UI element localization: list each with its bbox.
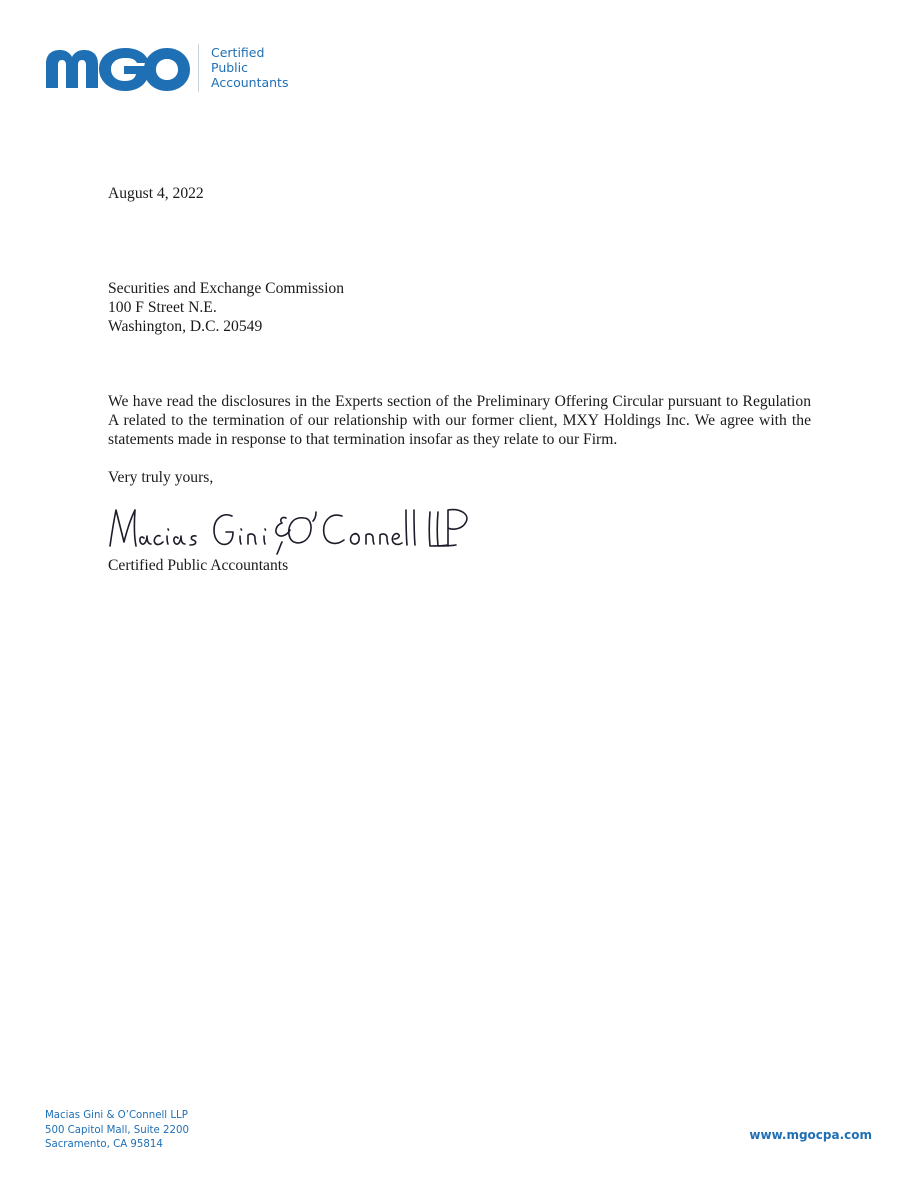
letter-body: We have read the disclosures in the Experts section of the Preliminary Offering Circular pursuant to Regulation A related to the termination of our relationship with our former client, MXY Holdings Inc. We agree with the statements made in response to that termination insofar as they relate to our Firm. bbox=[108, 393, 811, 448]
recipient-line: Washington, D.C. 20549 bbox=[108, 318, 263, 335]
logo-tagline bbox=[211, 45, 288, 90]
footer-address bbox=[45, 1109, 189, 1153]
mgo-logo-mark bbox=[44, 42, 190, 94]
recipient-address bbox=[108, 279, 811, 336]
logo-tagline-line: Public bbox=[211, 60, 248, 75]
logo-tagline-line: Certified bbox=[211, 45, 265, 60]
footer-address-line: 500 Capitol Mall, Suite 2200 bbox=[45, 1124, 189, 1136]
footer-website-link[interactable]: www.mgocpa.com bbox=[749, 1128, 872, 1142]
signer-title: Certified Public Accountants bbox=[108, 557, 289, 574]
letter-closing: Very truly yours, bbox=[108, 469, 214, 486]
footer-address-line: Macias Gini & O’Connell LLP bbox=[45, 1110, 188, 1121]
footer-address-line: Sacramento, CA 95814 bbox=[45, 1139, 163, 1150]
letter-date: August 4, 2022 bbox=[108, 185, 204, 202]
handwritten-signature bbox=[104, 502, 474, 558]
logo-divider bbox=[198, 44, 199, 92]
company-logo bbox=[44, 40, 304, 100]
recipient-line: 100 F Street N.E. bbox=[108, 299, 217, 316]
logo-tagline-line: Accountants bbox=[211, 75, 289, 90]
recipient-line: Securities and Exchange Commission bbox=[108, 280, 345, 297]
